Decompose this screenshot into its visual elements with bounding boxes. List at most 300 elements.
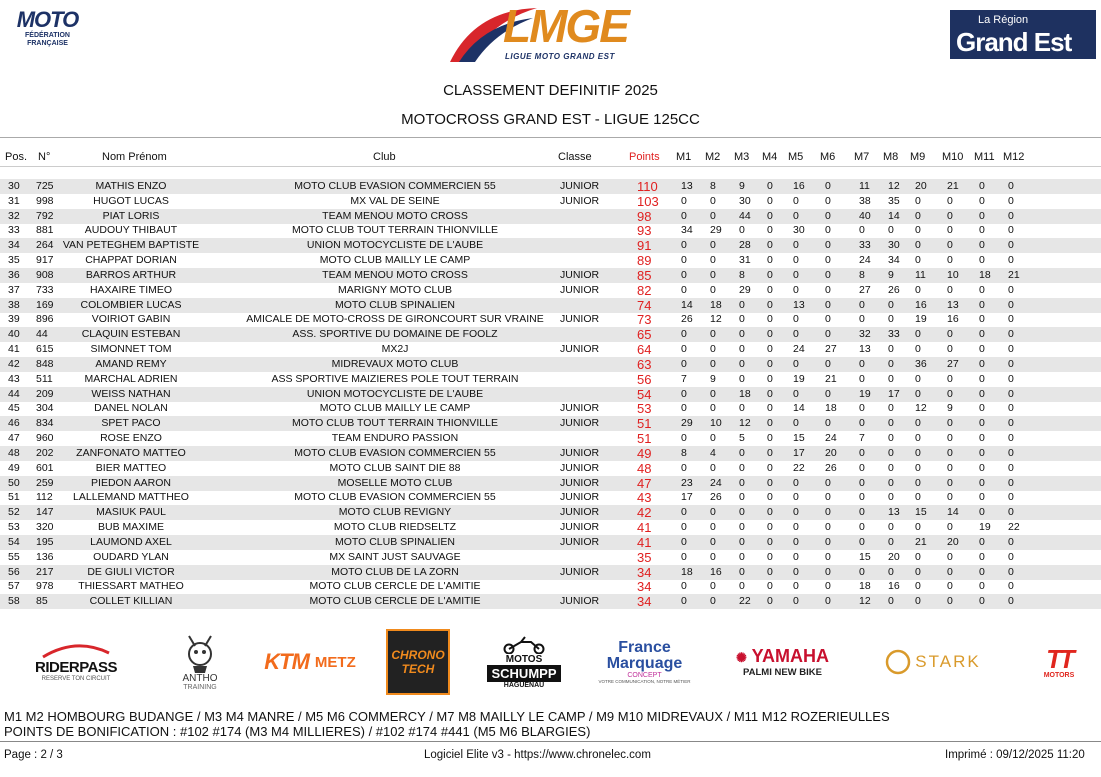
rider-name: BARROS ARTHUR — [85, 268, 177, 281]
round-points-m8: 13 — [888, 506, 900, 519]
total-points: 51 — [637, 431, 652, 447]
total-points: 49 — [637, 445, 652, 461]
club-name: MOTO CLUB EVASION COMMERCIEN 55 — [294, 446, 496, 459]
riderpass-swoosh-icon — [41, 643, 111, 659]
round-points-m6: 0 — [825, 283, 831, 296]
round-points-m11: 0 — [979, 550, 985, 563]
round-points-m6: 0 — [825, 194, 831, 207]
round-points-m1: 13 — [681, 180, 693, 192]
class-label: JUNIOR — [560, 506, 600, 519]
round-points-m9: 16 — [915, 298, 927, 311]
bib-number: 848 — [36, 357, 54, 370]
round-points-m8: 34 — [888, 254, 900, 267]
round-points-m2: 8 — [710, 180, 716, 192]
club-name: MOTO CLUB SPINALIEN — [334, 535, 455, 548]
rider-name: COLOMBIER LUCAS — [80, 298, 182, 311]
bib-number: 264 — [36, 239, 54, 252]
class-label: JUNIOR — [560, 313, 600, 326]
rank: 42 — [8, 357, 20, 370]
round-points-m2: 0 — [710, 283, 716, 296]
round-points-m5: 0 — [793, 328, 799, 341]
round-points-m5: 14 — [793, 402, 805, 415]
round-points-m2: 0 — [710, 357, 716, 370]
round-points-m7: 0 — [859, 357, 865, 370]
round-points-m3: 30 — [739, 194, 751, 207]
rank: 44 — [8, 387, 20, 400]
club-name: MOTO CLUB MAILLY LE CAMP — [319, 254, 471, 267]
club-name: MOTO CLUB DE LA ZORN — [331, 565, 459, 578]
round-points-m8: 0 — [888, 224, 894, 237]
round-points-m7: 7 — [859, 432, 865, 445]
round-points-m4: 0 — [767, 491, 773, 504]
round-points-m3: 0 — [739, 506, 745, 519]
round-points-m11: 0 — [979, 491, 985, 504]
round-points-m4: 0 — [767, 313, 773, 326]
round-points-m7: 0 — [859, 535, 865, 548]
class-label: JUNIOR — [560, 446, 600, 459]
round-points-m11: 0 — [979, 283, 985, 296]
round-points-m10: 0 — [947, 224, 953, 237]
round-points-m1: 0 — [681, 535, 687, 548]
round-points-m5: 0 — [793, 417, 799, 430]
round-points-m1: 0 — [681, 506, 687, 519]
class-label: JUNIOR — [560, 476, 600, 489]
round-points-m1: 29 — [681, 417, 693, 430]
region-logo-line2: Grand Est — [956, 27, 1072, 57]
round-points-m12: 0 — [1008, 580, 1014, 593]
round-points-m10: 20 — [947, 535, 959, 548]
club-name: MOTO CLUB CERCLE DE L'AMITIE — [309, 595, 481, 608]
round-points-m6: 0 — [825, 180, 831, 192]
antho-training-logo — [170, 622, 230, 702]
class-label: JUNIOR — [560, 283, 600, 296]
round-points-m8: 0 — [888, 595, 894, 608]
round-points-m6: 21 — [825, 372, 837, 385]
round-points-m6: 0 — [825, 550, 831, 563]
round-points-m1: 17 — [681, 491, 693, 504]
round-points-m7: 0 — [859, 506, 865, 519]
round-points-m7: 19 — [859, 387, 871, 400]
round-points-m8: 0 — [888, 298, 894, 311]
round-points-m5: 15 — [793, 432, 805, 445]
round-points-m8: 14 — [888, 209, 900, 222]
class-label: JUNIOR — [560, 521, 600, 534]
bib-number: 304 — [36, 402, 54, 415]
round-points-m5: 0 — [793, 565, 799, 578]
rider-name: ZANFONATO MATTEO — [76, 446, 186, 459]
rank: 58 — [8, 595, 20, 608]
table-row — [0, 372, 1101, 387]
total-points: 63 — [637, 356, 652, 372]
round-points-m8: 0 — [888, 343, 894, 356]
table-row — [0, 312, 1101, 327]
round-points-m6: 0 — [825, 417, 831, 430]
france-text4: VOTRE COMMUNICATION, NOTRE MÉTIER — [598, 679, 691, 684]
round-points-m10: 0 — [947, 343, 953, 356]
round-points-m9: 0 — [915, 550, 921, 563]
round-points-m12: 0 — [1008, 224, 1014, 237]
class-label: JUNIOR — [560, 535, 600, 548]
round-points-m9: 15 — [915, 506, 927, 519]
ffm-logo — [10, 8, 85, 64]
bib-number: 320 — [36, 521, 54, 534]
round-points-m12: 0 — [1008, 417, 1014, 430]
round-points-m5: 0 — [793, 254, 799, 267]
round-points-m3: 8 — [739, 268, 745, 281]
round-points-m9: 0 — [915, 491, 921, 504]
table-row — [0, 550, 1101, 565]
round-points-m5: 0 — [793, 194, 799, 207]
table-row — [0, 298, 1101, 313]
ffm-logo-text: MOTO — [16, 7, 79, 32]
stark-ring-icon — [885, 649, 911, 675]
bib-number: 896 — [36, 313, 54, 326]
round-points-m1: 0 — [681, 194, 687, 207]
col-points: Points — [629, 151, 660, 163]
round-points-m8: 0 — [888, 491, 894, 504]
round-points-m11: 0 — [979, 476, 985, 489]
total-points: 53 — [637, 401, 652, 417]
round-points-m6: 0 — [825, 521, 831, 534]
round-points-m5: 0 — [793, 209, 799, 222]
motos-schumpp-logo — [484, 622, 564, 702]
schumpp-text2: SCHUMPP — [487, 665, 560, 682]
bib-number: 908 — [36, 268, 54, 281]
table-row — [0, 461, 1101, 476]
round-points-m2: 0 — [710, 343, 716, 356]
round-points-m10: 10 — [947, 268, 959, 281]
round-points-m10: 0 — [947, 446, 953, 459]
stark-text: STARK — [915, 652, 981, 671]
round-points-m1: 14 — [681, 298, 693, 311]
rank: 41 — [8, 343, 20, 356]
round-points-m11: 0 — [979, 535, 985, 548]
chrono-text: CHRONO — [391, 648, 445, 662]
region-grand-est-logo — [950, 10, 1096, 59]
table-row — [0, 387, 1101, 402]
round-points-m9: 0 — [915, 209, 921, 222]
ktm-metz-logo — [260, 622, 360, 702]
bib-number: 259 — [36, 476, 54, 489]
class-label: JUNIOR — [560, 194, 600, 207]
round-points-m11: 0 — [979, 180, 985, 192]
round-points-m3: 18 — [739, 387, 751, 400]
table-row — [0, 505, 1101, 520]
round-points-m2: 0 — [710, 461, 716, 474]
round-points-m1: 23 — [681, 476, 693, 489]
club-name: MOTO CLUB SPINALIEN — [334, 298, 455, 311]
class-label: JUNIOR — [560, 565, 600, 578]
rank: 37 — [8, 283, 20, 296]
class-label: JUNIOR — [560, 595, 600, 608]
club-name: MX VAL DE SEINE — [350, 194, 440, 207]
round-points-m9: 0 — [915, 417, 921, 430]
round-points-m9: 0 — [915, 224, 921, 237]
round-points-m7: 8 — [859, 268, 865, 281]
total-points: 64 — [637, 342, 652, 358]
round-points-m6: 0 — [825, 595, 831, 608]
round-points-m2: 12 — [710, 313, 722, 326]
round-points-m12: 0 — [1008, 402, 1014, 415]
round-points-m2: 0 — [710, 254, 716, 267]
region-logo-line1: La Région — [978, 14, 1029, 26]
round-points-m12: 0 — [1008, 432, 1014, 445]
round-points-m12: 0 — [1008, 343, 1014, 356]
round-points-m7: 0 — [859, 565, 865, 578]
bib-number: 733 — [36, 283, 54, 296]
rank: 39 — [8, 313, 20, 326]
round-points-m2: 4 — [710, 446, 716, 459]
round-points-m2: 10 — [710, 417, 722, 430]
bonus-legend: POINTS DE BONIFICATION : #102 #174 (M3 M4 MILLIERES) / #102 #174 #441 (M5 M6 BLARGIES) — [4, 724, 591, 739]
rank: 30 — [8, 180, 20, 192]
table-row — [0, 416, 1101, 431]
rank: 49 — [8, 461, 20, 474]
round-points-m4: 0 — [767, 506, 773, 519]
bib-number: 978 — [36, 580, 54, 593]
round-points-m9: 36 — [915, 357, 927, 370]
round-points-m2: 26 — [710, 491, 722, 504]
round-points-m3: 22 — [739, 595, 751, 608]
class-label: JUNIOR — [560, 417, 600, 430]
rider-name: AUDOUY THIBAUT — [84, 224, 178, 237]
lmge-logo — [445, 0, 660, 72]
round-points-m2: 0 — [710, 209, 716, 222]
round-points-m3: 0 — [739, 476, 745, 489]
round-points-m9: 12 — [915, 402, 927, 415]
rank: 48 — [8, 446, 20, 459]
round-points-m12: 0 — [1008, 298, 1014, 311]
round-points-m4: 0 — [767, 446, 773, 459]
round-points-m12: 0 — [1008, 194, 1014, 207]
page-title: CLASSEMENT DEFINITIF 2025 — [443, 82, 658, 99]
round-points-m11: 0 — [979, 580, 985, 593]
round-points-m9: 0 — [915, 387, 921, 400]
round-points-m11: 0 — [979, 565, 985, 578]
total-points: 34 — [637, 579, 652, 595]
round-points-m1: 0 — [681, 209, 687, 222]
round-points-m8: 16 — [888, 580, 900, 593]
round-points-m2: 18 — [710, 298, 722, 311]
round-points-m5: 19 — [793, 372, 805, 385]
round-points-m6: 0 — [825, 357, 831, 370]
round-points-m7: 38 — [859, 194, 871, 207]
round-points-m8: 0 — [888, 446, 894, 459]
rank: 45 — [8, 402, 20, 415]
round-points-m1: 0 — [681, 595, 687, 608]
round-points-m10: 16 — [947, 313, 959, 326]
round-points-m1: 0 — [681, 268, 687, 281]
round-points-m7: 0 — [859, 313, 865, 326]
club-name: ASS SPORTIVE MAIZIERES POLE TOUT TERRAIN — [271, 372, 519, 385]
round-points-m6: 0 — [825, 224, 831, 237]
club-name: MARIGNY MOTO CLUB — [338, 283, 452, 296]
round-points-m5: 0 — [793, 357, 799, 370]
table-row — [0, 327, 1101, 342]
round-points-m12: 0 — [1008, 313, 1014, 326]
bib-number: 147 — [36, 506, 54, 519]
lmge-logo-text: LMGE — [503, 0, 628, 52]
rank: 52 — [8, 506, 20, 519]
round-points-m9: 0 — [915, 254, 921, 267]
round-points-m11: 0 — [979, 506, 985, 519]
club-name: TEAM MENOU MOTO CROSS — [322, 209, 468, 222]
round-points-m8: 17 — [888, 387, 900, 400]
round-points-m6: 0 — [825, 387, 831, 400]
round-points-m7: 27 — [859, 283, 871, 296]
rank: 31 — [8, 194, 20, 207]
round-points-m3: 0 — [739, 313, 745, 326]
round-points-m2: 0 — [710, 239, 716, 252]
table-row — [0, 179, 1101, 194]
round-points-m11: 18 — [979, 268, 991, 281]
total-points: 34 — [637, 564, 652, 580]
round-points-m2: 0 — [710, 521, 716, 534]
round-points-m9: 0 — [915, 565, 921, 578]
round-points-m12: 0 — [1008, 239, 1014, 252]
col-round-8: M8 — [883, 151, 899, 163]
page-subtitle: MOTOCROSS GRAND EST - LIGUE 125CC — [401, 111, 700, 128]
club-name: MOTO CLUB RIEDSELTZ — [333, 521, 457, 534]
round-points-m11: 0 — [979, 194, 985, 207]
round-points-m12: 22 — [1008, 521, 1020, 534]
class-label: JUNIOR — [560, 461, 600, 474]
round-points-m4: 0 — [767, 432, 773, 445]
round-points-m11: 0 — [979, 343, 985, 356]
class-label: JUNIOR — [560, 343, 600, 356]
club-name: MOTO CLUB EVASION COMMERCIEN 55 — [294, 491, 496, 504]
round-points-m7: 0 — [859, 461, 865, 474]
round-points-m3: 12 — [739, 417, 751, 430]
round-points-m1: 0 — [681, 283, 687, 296]
round-points-m3: 31 — [739, 254, 751, 267]
round-points-m9: 21 — [915, 535, 927, 548]
table-row — [0, 565, 1101, 580]
round-points-m3: 0 — [739, 521, 745, 534]
rank: 34 — [8, 239, 20, 252]
club-name: MX2J — [381, 343, 409, 356]
round-points-m3: 0 — [739, 402, 745, 415]
round-points-m2: 0 — [710, 506, 716, 519]
round-points-m12: 0 — [1008, 180, 1014, 192]
round-points-m5: 13 — [793, 298, 805, 311]
rider-name: PIAT LORIS — [102, 209, 160, 222]
round-points-m7: 0 — [859, 298, 865, 311]
rank: 54 — [8, 535, 20, 548]
round-points-m6: 0 — [825, 328, 831, 341]
table-row — [0, 579, 1101, 594]
bib-number: 998 — [36, 194, 54, 207]
round-points-m5: 0 — [793, 313, 799, 326]
bib-number: 834 — [36, 417, 54, 430]
round-points-m3: 0 — [739, 343, 745, 356]
round-points-m6: 0 — [825, 268, 831, 281]
round-points-m10: 0 — [947, 209, 953, 222]
rider-name: BIER MATTEO — [95, 461, 167, 474]
round-points-m6: 0 — [825, 298, 831, 311]
round-points-m7: 0 — [859, 521, 865, 534]
round-points-m6: 0 — [825, 535, 831, 548]
round-points-m4: 0 — [767, 298, 773, 311]
header-divider — [0, 137, 1101, 138]
round-points-m3: 0 — [739, 328, 745, 341]
round-points-m12: 0 — [1008, 283, 1014, 296]
round-points-m11: 0 — [979, 224, 985, 237]
round-points-m10: 0 — [947, 550, 953, 563]
round-points-m10: 21 — [947, 180, 959, 192]
round-points-m3: 0 — [739, 372, 745, 385]
tt-motors-logo — [1020, 622, 1098, 702]
round-points-m9: 0 — [915, 580, 921, 593]
rider-name: MASIUK PAUL — [96, 506, 166, 519]
round-points-m9: 0 — [915, 432, 921, 445]
round-points-m11: 0 — [979, 209, 985, 222]
round-points-m12: 0 — [1008, 328, 1014, 341]
total-points: 35 — [637, 549, 652, 565]
round-points-m7: 0 — [859, 476, 865, 489]
round-points-m5: 0 — [793, 476, 799, 489]
rank: 46 — [8, 417, 20, 430]
round-points-m7: 12 — [859, 595, 871, 608]
total-points: 93 — [637, 223, 652, 239]
bib-number: 202 — [36, 446, 54, 459]
round-points-m11: 0 — [979, 254, 985, 267]
round-points-m7: 0 — [859, 417, 865, 430]
col-round-10: M10 — [942, 151, 964, 163]
bib-number: 112 — [36, 491, 53, 504]
col-round-11: M11 — [974, 151, 995, 163]
round-points-m8: 35 — [888, 194, 900, 207]
round-points-m6: 0 — [825, 491, 831, 504]
round-points-m1: 0 — [681, 343, 687, 356]
col-round-7: M7 — [854, 151, 870, 163]
rank: 36 — [8, 268, 20, 281]
club-name: MOTO CLUB TOUT TERRAIN THIONVILLE — [292, 417, 498, 430]
col-round-9: M9 — [910, 151, 926, 163]
rank: 56 — [8, 565, 20, 578]
bib-number: 217 — [36, 565, 54, 578]
round-points-m7: 0 — [859, 402, 865, 415]
table-row — [0, 490, 1101, 505]
table-row — [0, 401, 1101, 416]
class-label: JUNIOR — [560, 268, 600, 281]
club-name: AMICALE DE MOTO-CROSS DE GIRONCOURT SUR VRAINE — [246, 313, 544, 326]
yamaha-text: YAMAHA — [751, 646, 829, 666]
round-points-m8: 0 — [888, 476, 894, 489]
round-points-m7: 11 — [859, 180, 870, 192]
round-points-m5: 0 — [793, 491, 799, 504]
round-points-m5: 17 — [793, 446, 805, 459]
total-points: 47 — [637, 475, 652, 491]
table-row — [0, 253, 1101, 268]
total-points: 98 — [637, 208, 652, 224]
round-points-m11: 0 — [979, 328, 985, 341]
club-name: MOTO CLUB TOUT TERRAIN THIONVILLE — [292, 224, 498, 237]
round-points-m4: 0 — [767, 224, 773, 237]
rider-name: BUB MAXIME — [98, 521, 164, 534]
round-points-m9: 0 — [915, 328, 921, 341]
round-points-m3: 0 — [739, 224, 745, 237]
round-points-m12: 0 — [1008, 209, 1014, 222]
round-points-m3: 0 — [739, 535, 745, 548]
round-points-m1: 34 — [681, 224, 693, 237]
chrono-text2: TECH — [401, 662, 435, 676]
round-points-m1: 0 — [681, 432, 687, 445]
rider-name: VAN PETEGHEM BAPTISTE — [62, 239, 200, 252]
round-points-m4: 0 — [767, 254, 773, 267]
round-points-m4: 0 — [767, 209, 773, 222]
total-points: 74 — [637, 297, 652, 313]
